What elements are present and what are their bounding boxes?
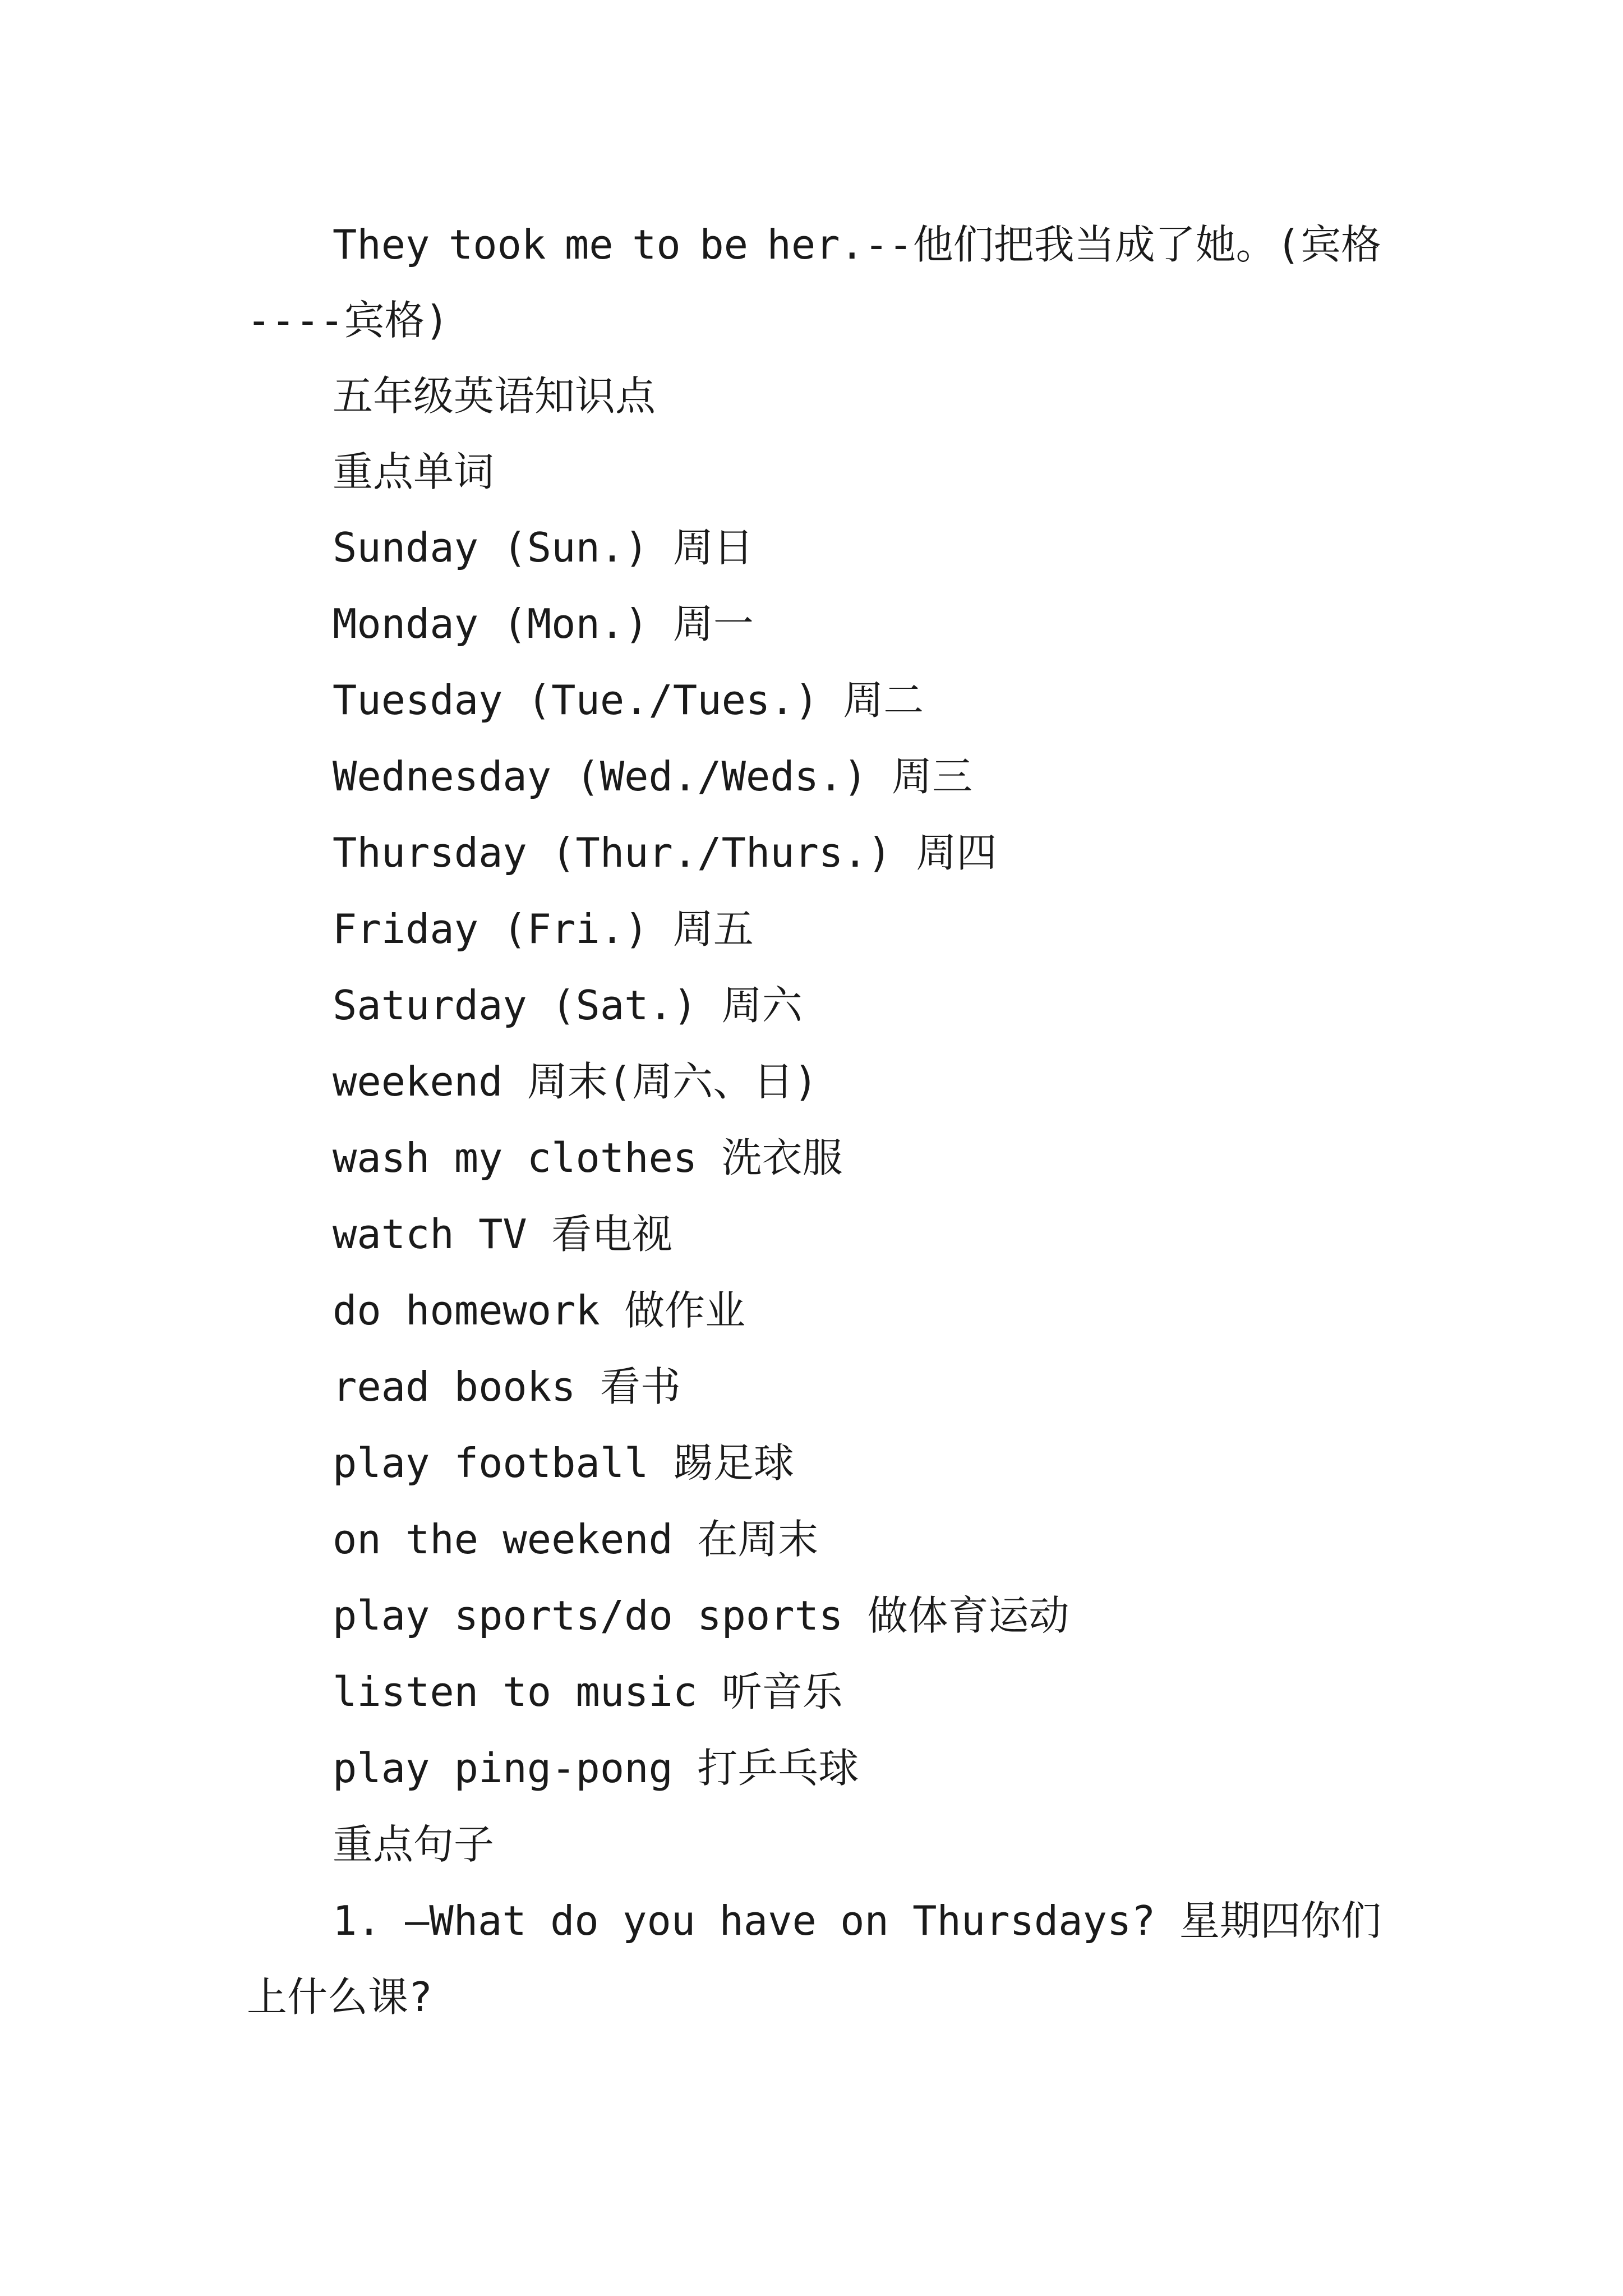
vocab-item: read books 看书: [333, 1363, 681, 1410]
vocab-item: Wednesday (Wed./Weds.) 周三: [333, 753, 972, 800]
vocab-item: wash my clothes 洗衣服: [333, 1134, 843, 1181]
vocab-item: do homework 做作业: [333, 1287, 746, 1334]
vocab-item: Thursday (Thur./Thurs.) 周四: [333, 829, 997, 876]
justified-word: 星期四你们: [1179, 1897, 1381, 1944]
justified-word: on: [840, 1897, 889, 1944]
justified-word: to: [632, 221, 681, 268]
vocab-item: Tuesday (Tue./Tues.) 周二: [333, 677, 924, 724]
vocab-item: play ping-pong 打乒乓球: [333, 1745, 859, 1792]
vocab-item: Monday (Mon.) 周一: [333, 600, 754, 647]
vocab-item: watch TV 看电视: [333, 1211, 673, 1258]
vocab-item: play sports/do sports 做体育运动: [333, 1592, 1069, 1639]
justified-word: do: [550, 1897, 599, 1944]
vocab-item: Sunday (Sun.) 周日: [333, 524, 754, 571]
vocab-item: listen to music 听音乐: [333, 1668, 843, 1715]
justified-word: you: [623, 1897, 696, 1944]
justified-word: —What: [405, 1897, 527, 1944]
intro-line-1: [333, 221, 1381, 268]
section-title: 五年级英语知识点: [333, 372, 656, 420]
justified-word: have: [719, 1897, 817, 1944]
vocab-item: play football 踢足球: [333, 1439, 794, 1487]
vocab-item: Saturday (Sat.) 周六: [333, 982, 803, 1029]
justified-word: They: [333, 221, 430, 268]
vocab-item: on the weekend 在周末: [333, 1516, 819, 1563]
justified-word: me: [564, 221, 614, 268]
sentence-1-line-1: [333, 1897, 1381, 1944]
justified-word: her.--他们把我当成了她。(宾格: [767, 221, 1381, 268]
intro-line-2: ----宾格): [247, 297, 449, 344]
vocab-item: Friday (Fri.) 周五: [333, 905, 754, 953]
justified-word: be: [699, 221, 749, 268]
vocab-item: weekend 周末(周六、日): [333, 1058, 818, 1105]
sentence-1-line-2: 上什么课?: [247, 1973, 433, 2021]
justified-word: Thursdays?: [912, 1897, 1156, 1944]
vocab-heading: 重点单词: [333, 448, 495, 495]
sentence-heading: 重点句子: [333, 1821, 495, 1868]
justified-word: 1.: [333, 1897, 381, 1944]
justified-word: took: [448, 221, 546, 268]
